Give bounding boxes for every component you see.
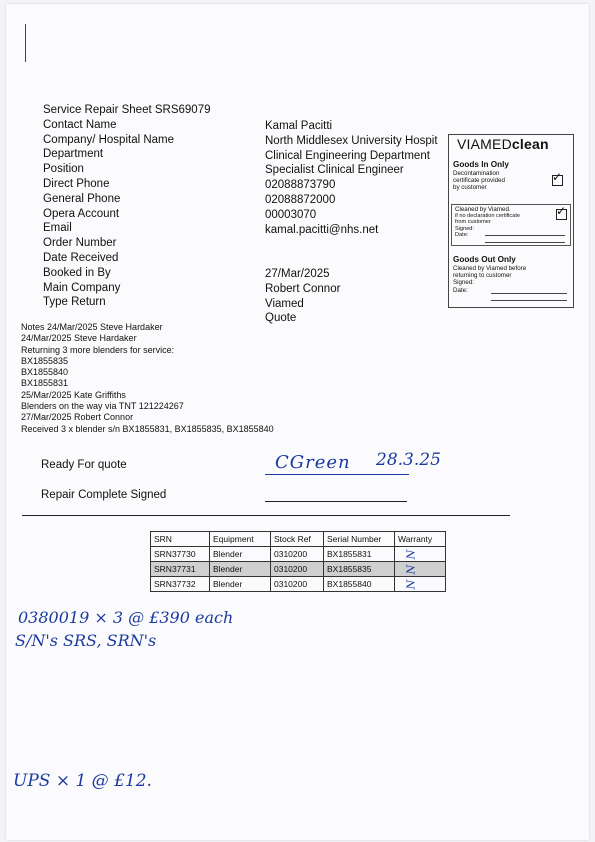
- label-direct-phone: Direct Phone: [43, 177, 110, 190]
- repair-complete-label: Repair Complete Signed: [41, 489, 167, 501]
- col-header-warranty: Warranty: [395, 532, 446, 547]
- cell-serial-number: BX1855831: [324, 547, 395, 562]
- cleaned-line-3: from customer: [455, 219, 491, 226]
- decon-line-2: certificate provided: [453, 177, 505, 185]
- note-line: 27/Mar/2025 Robert Connor: [21, 412, 134, 423]
- viamed-clean-stamp: [448, 134, 574, 308]
- note-line: 25/Mar/2025 Kate Griffiths: [21, 389, 126, 400]
- cell-serial-number: BX1855840: [324, 577, 395, 592]
- cell-warranty: N: [395, 577, 446, 592]
- ready-signature-underline: [265, 474, 409, 475]
- value-department: Clinical Engineering Department: [265, 149, 430, 162]
- handwritten-price-note: 0380019 × 3 @ £390 each: [18, 608, 234, 627]
- cell-warranty: N: [395, 547, 446, 562]
- label-position: Position: [43, 163, 84, 176]
- note-line: Received 3 x blender s/n BX1855831, BX1855835, BX1855840: [21, 423, 274, 434]
- ready-for-quote-label: Ready For quote: [41, 459, 127, 471]
- value-main-company: Viamed: [265, 297, 304, 310]
- table-row: [151, 562, 446, 577]
- divider-line: [22, 515, 510, 516]
- value-contact-name: Kamal Pacitti: [265, 120, 333, 132]
- inner-signed-label: Signed:: [455, 225, 474, 232]
- col-header-stock-ref: Stock Ref: [271, 532, 324, 547]
- note-line: 24/Mar/2025 Steve Hardaker: [21, 333, 137, 344]
- cell-stock-ref: 0310200: [271, 547, 324, 562]
- out-date-line: [491, 300, 567, 301]
- col-header-equipment: Equipment: [210, 532, 271, 547]
- label-date-received: Date Received: [43, 251, 119, 264]
- label-department: Department: [43, 148, 104, 161]
- note-line: Blenders on the way via TNT 121224267: [21, 401, 184, 412]
- repair-signature-line: [265, 501, 407, 502]
- cell-stock-ref: 0310200: [271, 577, 324, 592]
- value-booked-in-by: Robert Connor: [265, 282, 341, 295]
- ready-signature: CGreen: [275, 452, 351, 473]
- srn-table: [150, 531, 446, 592]
- inner-signed-line: [485, 235, 565, 236]
- cell-equipment: Blender: [210, 577, 271, 592]
- notes-block: [21, 322, 274, 435]
- decon-checkbox: ✓: [552, 170, 563, 184]
- note-line: BX1855840: [21, 367, 69, 378]
- value-type-return: Quote: [265, 312, 297, 325]
- label-order-number: Order Number: [43, 237, 117, 250]
- ready-signature-date: 28.3.25: [376, 450, 441, 470]
- sheet-title: Service Repair Sheet SRS69079: [43, 104, 211, 116]
- note-line: Notes 24/Mar/2025 Steve Hardaker: [21, 322, 163, 332]
- label-booked-in-by: Booked in By: [43, 266, 111, 279]
- value-date-received: 27/Mar/2025: [265, 267, 330, 280]
- note-line: Returning 3 more blenders for service:: [21, 344, 175, 355]
- goods-out-heading: Goods Out Only: [453, 255, 516, 264]
- inner-date-label: Date:: [455, 231, 469, 238]
- goods-in-heading: Goods In Only: [453, 160, 509, 169]
- field-values: [265, 119, 438, 326]
- value-opera-account: 00003070: [265, 208, 317, 221]
- inner-date-line: [485, 242, 565, 243]
- note-line: BX1855835: [21, 355, 69, 366]
- cleaned-line-1: Cleaned by Viamed.: [455, 206, 511, 213]
- cell-equipment: Blender: [210, 562, 271, 577]
- cell-serial-number: BX1855835: [324, 562, 395, 577]
- handwritten-shipping-note: UPS × 1 @ £12.: [13, 771, 152, 791]
- label-email: Email: [43, 222, 72, 235]
- cell-srn: SRN37732: [151, 577, 210, 592]
- label-opera-account: Opera Account: [43, 207, 120, 220]
- label-company: Company/ Hospital Name: [43, 133, 175, 146]
- col-header-srn: SRN: [151, 532, 210, 547]
- cleaned-out-line-1: Cleaned by Viamed before: [453, 265, 527, 272]
- out-signed-line: [491, 293, 567, 294]
- cell-srn: SRN37731: [151, 562, 210, 577]
- label-contact-name: Contact Name: [43, 118, 117, 131]
- value-email: kamal.pacitti@nhs.net: [265, 223, 379, 236]
- value-direct-phone: 02088873790: [265, 179, 336, 192]
- note-line: BX1855831: [21, 378, 69, 389]
- cell-srn: SRN37730: [151, 547, 210, 562]
- handwritten-reference-note: S/N's SRS, SRN's: [15, 631, 157, 650]
- table-row: [151, 547, 446, 562]
- value-general-phone: 02088872000: [265, 193, 336, 206]
- table-header-row: [151, 532, 446, 547]
- label-general-phone: General Phone: [43, 192, 121, 205]
- label-main-company: Main Company: [43, 281, 121, 294]
- cell-equipment: Blender: [210, 547, 271, 562]
- out-date-label: Date:: [453, 286, 468, 294]
- out-signed-label: Signed:: [453, 279, 474, 287]
- label-type-return: Type Return: [43, 296, 106, 309]
- viamed-clean-logo: VIAMEDclean: [457, 136, 549, 152]
- cleaned-by-viamed-section: [451, 204, 571, 246]
- cleaned-line-2: if no declaration certificate: [455, 213, 520, 220]
- value-company: North Middlesex University Hospit: [265, 134, 438, 147]
- cleaned-out-line-2: returning to customer: [453, 272, 512, 280]
- decon-line-1: Decontamination: [453, 170, 500, 177]
- cleaned-checkbox: ✓: [556, 204, 567, 218]
- field-labels: [43, 103, 211, 310]
- cell-warranty: N: [395, 562, 446, 577]
- value-position: Specialist Clinical Engineer: [265, 164, 404, 177]
- table-row: [151, 577, 446, 592]
- col-header-serial-number: Serial Number: [324, 532, 395, 547]
- cell-stock-ref: 0310200: [271, 562, 324, 577]
- punch-mark: [25, 24, 26, 62]
- decon-line-3: by customer: [453, 184, 487, 192]
